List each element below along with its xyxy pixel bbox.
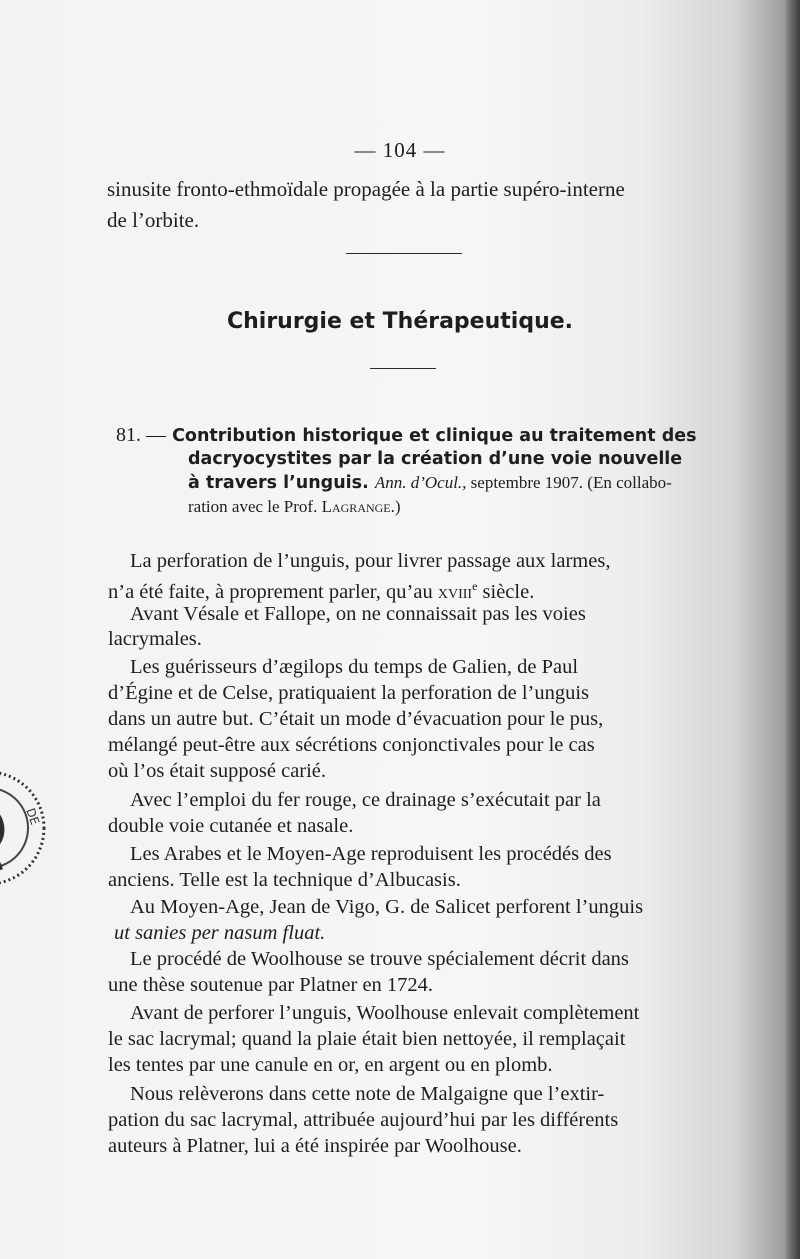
page-number: — 104 — [354,138,446,162]
coauthor-name: Lagrange [321,497,391,516]
body-line: Les Arabes et le Moyen-Age reproduisent les procédés des [130,843,612,865]
body-line: La perforation de l’unguis, pour livrer passage aux larmes, [130,550,611,572]
body-line: Avec l’emploi du fer rouge, ce drainage s’exécutait par la [130,789,601,811]
ref-suffix: .) [390,497,401,516]
entry-title-1: Contribution historique et clinique au traitement des [172,426,697,446]
journal-name: Ann. d’Ocul., [374,473,467,492]
divider-top [346,253,462,254]
body-line: Les guérisseurs d’ægilops du temps de Galien, de Paul [130,656,579,678]
book-spine-shadow [786,0,800,1259]
text-span: siècle. [477,580,535,603]
body-line: anciens. Telle est la technique d’Albucasis. [108,869,461,891]
body-line: une thèse soutenue par Platner en 1724. [108,974,434,996]
body-line: Le procédé de Woolhouse se trouve spécialement décrit dans [130,948,629,970]
body-line: les tentes par une canule en or, en argent ou en plomb. [108,1054,553,1076]
body-line: Avant de perforer l’unguis, Woolhouse enlevait complètement [130,1002,640,1024]
divider-bottom [370,368,436,369]
body-line: le sac lacrymal; quand la plaie était bien nettoyée, il remplaçait [108,1028,626,1050]
superscript: e [472,579,478,593]
entry-number: 81. — [116,424,166,446]
body-line: où l’os était supposé carié. [108,760,327,782]
body-line: lacrymales. [108,628,202,650]
entry-title-3: à travers l’unguis. [188,473,369,493]
body-line: d’Égine et de Celse, pratiquaient la perforation de l’unguis [108,682,590,704]
body-line: mélangé peut-être aux sécrétions conjonctivales pour le cas [108,734,595,756]
body-line: dans un autre but. C’était un mode d’évacuation pour le pus, [108,708,604,730]
intro-line-2: de l’orbite. [107,208,200,232]
text-span: n’a été faite, à proprement parler, qu’au [108,580,438,603]
stamp-lettering: DE [23,806,43,827]
body-line: Avant Vésale et Fallope, on ne connaissait pas les voies [130,603,586,625]
intro-line-1: sinusite fronto-ethmoïdale propagée à la partie supéro-interne [107,177,625,201]
entry-title-line-2: dacryocystites par la création d’une voie nouvelle [188,449,683,469]
entry-title-line-3 [188,471,672,495]
entry-reference-line-2 [188,496,401,518]
entry-title-line-1 [116,423,697,448]
body-line: Nous relèverons dans cette note de Malgaigne que l’extir- [130,1083,605,1105]
century: xviii [437,580,473,603]
body-line [108,574,534,605]
journal-date: septembre 1907. (En collabo- [466,473,672,492]
library-stamp-icon [0,758,54,898]
body-line: auteurs à Platner, lui a été inspirée par Woolhouse. [108,1135,522,1157]
body-line: pation du sac lacrymal, attribuée aujourd’hui par les différents [108,1109,619,1131]
section-title: Chirurgie et Thérapeutique. [226,309,574,334]
body-line: double voie cutanée et nasale. [108,815,354,837]
body-line-italic: ut sanies per nasum fluat. [114,922,326,944]
ref-prefix: ration avec le Prof. [188,497,322,516]
body-line: Au Moyen-Age, Jean de Vigo, G. de Salicet perforent l’unguis [130,896,644,918]
